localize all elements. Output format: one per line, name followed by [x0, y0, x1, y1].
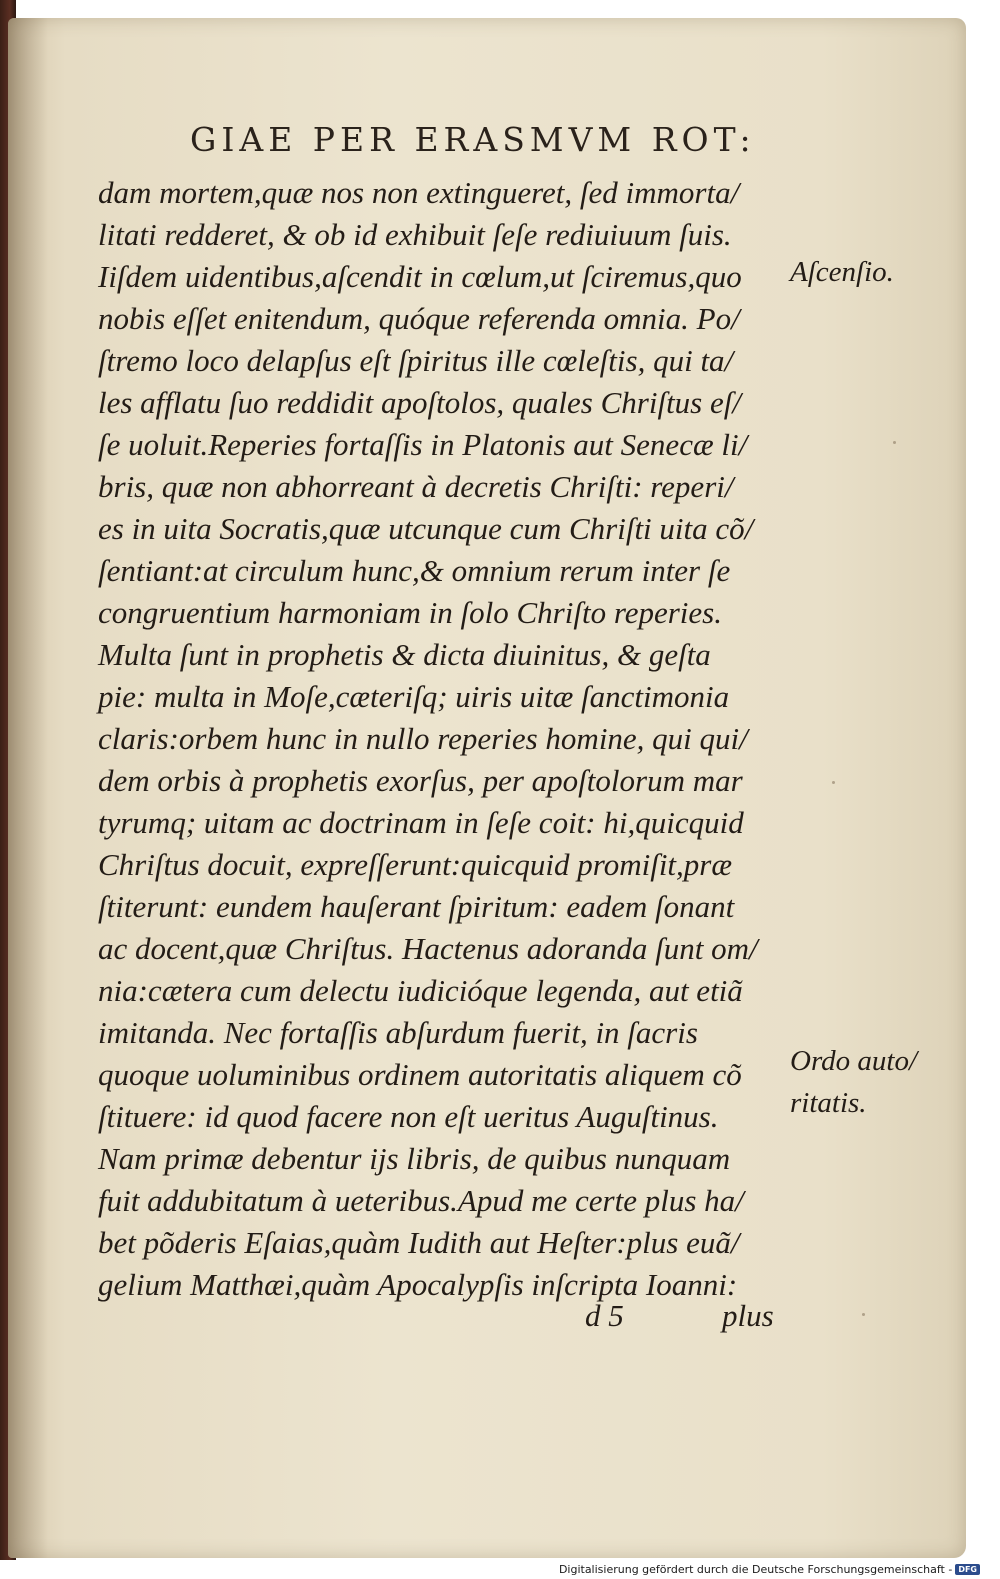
paper-speck — [832, 781, 835, 784]
text-line: bris, quæ non abhorreant à decretis Chriſti: reperi/ — [98, 469, 734, 504]
text-line: les afflatu ſuo reddidit apoſtolos, quales Chriſtus eſ/ — [98, 385, 741, 420]
marginal-note-ascensio: Aſcenſio. — [790, 256, 894, 288]
gutter-shadow — [8, 18, 48, 1558]
text-line: congruentium harmoniam in ſolo Chriſto reperies. — [98, 595, 722, 630]
text-line: nobis eſſet enitendum, quóque referenda omnia. Po/ — [98, 301, 740, 336]
text-line: Chriſtus docuit, expreſſerunt:quicquid promiſit,præ — [98, 847, 733, 882]
dfg-logo: DFG — [955, 1564, 980, 1575]
running-head: GIAE PER ERASMVM ROT: — [190, 120, 756, 159]
signature-mark: d 5 — [585, 1298, 624, 1333]
text-line: pie: multa in Moſe,cæteriſq; uiris uitæ ſanctimonia — [98, 679, 730, 714]
text-line: fuit addubitatum à ueteribus.Apud me certe plus ha/ — [98, 1183, 744, 1218]
text-line: gelium Matthæi,quàm Apocalypſis inſcripta Ioanni: — [98, 1267, 738, 1302]
text-line: ſtremo loco delapſus eſt ſpiritus ille cœleſtis, qui ta/ — [98, 343, 734, 378]
text-line: quoque uoluminibus ordinem autoritatis aliquem cõ — [98, 1057, 742, 1092]
text-line: es in uita Socratis,quæ utcunque cum Chriſti uita cõ/ — [98, 511, 754, 546]
text-line: dem orbis à prophetis exorſus, per apoſtolorum mar — [98, 763, 743, 798]
text-line: claris:orbem hunc in nullo reperies homine, qui qui/ — [98, 721, 748, 756]
catchword: plus — [722, 1298, 774, 1333]
text-line: nia:cætera cum delectu iudicióque legenda, aut etiã — [98, 973, 743, 1008]
text-line: ſtiterunt: eundem hauſerant ſpiritum: eadem ſonant — [98, 889, 735, 924]
digitization-credit — [559, 1563, 980, 1576]
text-line: ſentiant:at circulum hunc,& omnium rerum inter ſe — [98, 553, 731, 588]
marginal-note-ordo-cont: ritatis. — [790, 1087, 867, 1119]
credit-text: Digitalisierung gefördert durch die Deutsche Forschungsgemeinschaft - — [558, 1563, 953, 1576]
text-line: imitanda. Nec fortaſſis abſurdum fuerit, in ſacris — [98, 1015, 698, 1050]
body-text — [98, 172, 798, 1306]
text-line: Nam primæ debentur ijs libris, de quibus nunquam — [98, 1141, 731, 1176]
text-line: ſe uoluit.Reperies fortaſſis in Platonis aut Senecæ li/ — [98, 427, 748, 462]
text-line: ſtituere: id quod facere non eſt ueritus Auguſtinus. — [98, 1099, 719, 1134]
paper-speck — [893, 441, 896, 444]
paper-speck — [862, 1313, 865, 1316]
text-line: tyrumq; uitam ac doctrinam in ſeſe coit: hi,quicquid — [98, 805, 744, 840]
text-line: Multa ſunt in prophetis & dicta diuinitus, & geſta — [98, 637, 711, 672]
text-line: dam mortem,quæ nos non extingueret, ſed immorta/ — [98, 175, 740, 210]
text-line: litati redderet, & ob id exhibuit ſeſe rediuiuum ſuis. — [98, 217, 732, 252]
text-line: Iiſdem uidentibus,aſcendit in cœlum,ut ſciremus,quo — [98, 259, 742, 294]
text-line: bet põderis Eſaias,quàm Iudith aut Heſter:plus euã/ — [98, 1225, 740, 1260]
text-line: ac docent,quæ Chriſtus. Hactenus adoranda ſunt om/ — [98, 931, 758, 966]
marginal-note-ordo: Ordo auto/ — [790, 1045, 918, 1077]
